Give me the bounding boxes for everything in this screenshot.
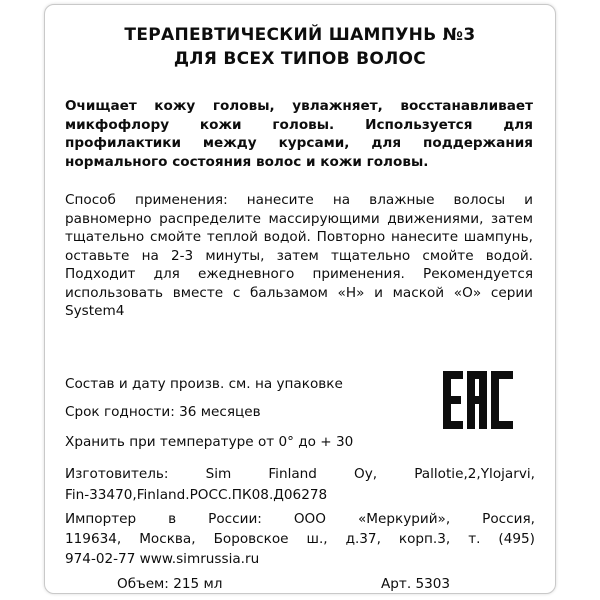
importer-word: (495) xyxy=(498,531,535,547)
importer-word: ш., xyxy=(306,531,328,547)
importer-word: ООО xyxy=(293,511,326,527)
importer-word: т. xyxy=(468,531,481,547)
importer-word: «Меркурий», xyxy=(357,511,451,527)
importer-word: Москва, xyxy=(139,531,196,547)
importer-line-1 xyxy=(65,510,535,528)
importer-word: Импортер xyxy=(65,511,137,527)
composition-note: Состав и дату произв. см. на упаковке xyxy=(65,376,343,392)
manufacturer-word: Sim xyxy=(205,466,232,482)
importer-word: корп.3, xyxy=(398,531,451,547)
manufacturer-word: Oy, xyxy=(354,466,378,482)
storage-conditions: Хранить при температуре от 0° до + 30 xyxy=(65,434,354,450)
importer-word: д.37, xyxy=(345,531,381,547)
eac-icon xyxy=(443,371,513,429)
manufacturer-word: Pallotie,2,Ylojarvi, xyxy=(414,466,535,482)
volume: Объем: 215 мл xyxy=(117,576,223,592)
importer-word: 119634, xyxy=(65,531,122,547)
eac-certification-mark xyxy=(443,371,513,429)
usage-instructions: Способ применения: нанесите на влажные волосы и равномерно распределите массирующими движениями, затем тщательно смойте теплой водой. Повторно нанесите шампунь, оставьте на 2-3 минуты, затем тщательно смойте водой. Подходит для ежедневного применения. Рекомендуется использовать вместе с бальзамом «Н» и маской «О» серии System4 xyxy=(65,192,533,319)
importer-word: Россия, xyxy=(482,511,535,527)
manufacturer-line-2: Fin-33470,Finland.РОСС.ПК08.Д06278 xyxy=(65,487,328,503)
manufacturer-line-1 xyxy=(65,465,535,483)
product-title-line-1: ТЕРАПЕВТИЧЕСКИЙ ШАМПУНЬ №3 xyxy=(124,25,476,45)
manufacturer-word: Finland xyxy=(268,466,317,482)
product-description: Очищает кожу головы, увлажняет, восстанавливает микфофлору кожи головы. Используется для профилактики между курсами, для поддержания нормального состояния волос и кожи головы. xyxy=(65,98,533,170)
importer-line-2 xyxy=(65,530,535,548)
product-label xyxy=(44,4,556,594)
manufacturer-word: Изготовитель: xyxy=(65,466,169,482)
product-title xyxy=(45,23,555,71)
shelf-life: Срок годности: 36 месяцев xyxy=(65,404,261,420)
product-title-line-2: ДЛЯ ВСЕХ ТИПОВ ВОЛОС xyxy=(173,49,427,69)
importer-word: России: xyxy=(208,511,262,527)
importer-word: Боровское xyxy=(213,531,289,547)
importer-word: в xyxy=(168,511,177,527)
article-number: Арт. 5303 xyxy=(381,576,451,592)
importer-line-3: 974-02-77 www.simrussia.ru xyxy=(65,551,260,567)
